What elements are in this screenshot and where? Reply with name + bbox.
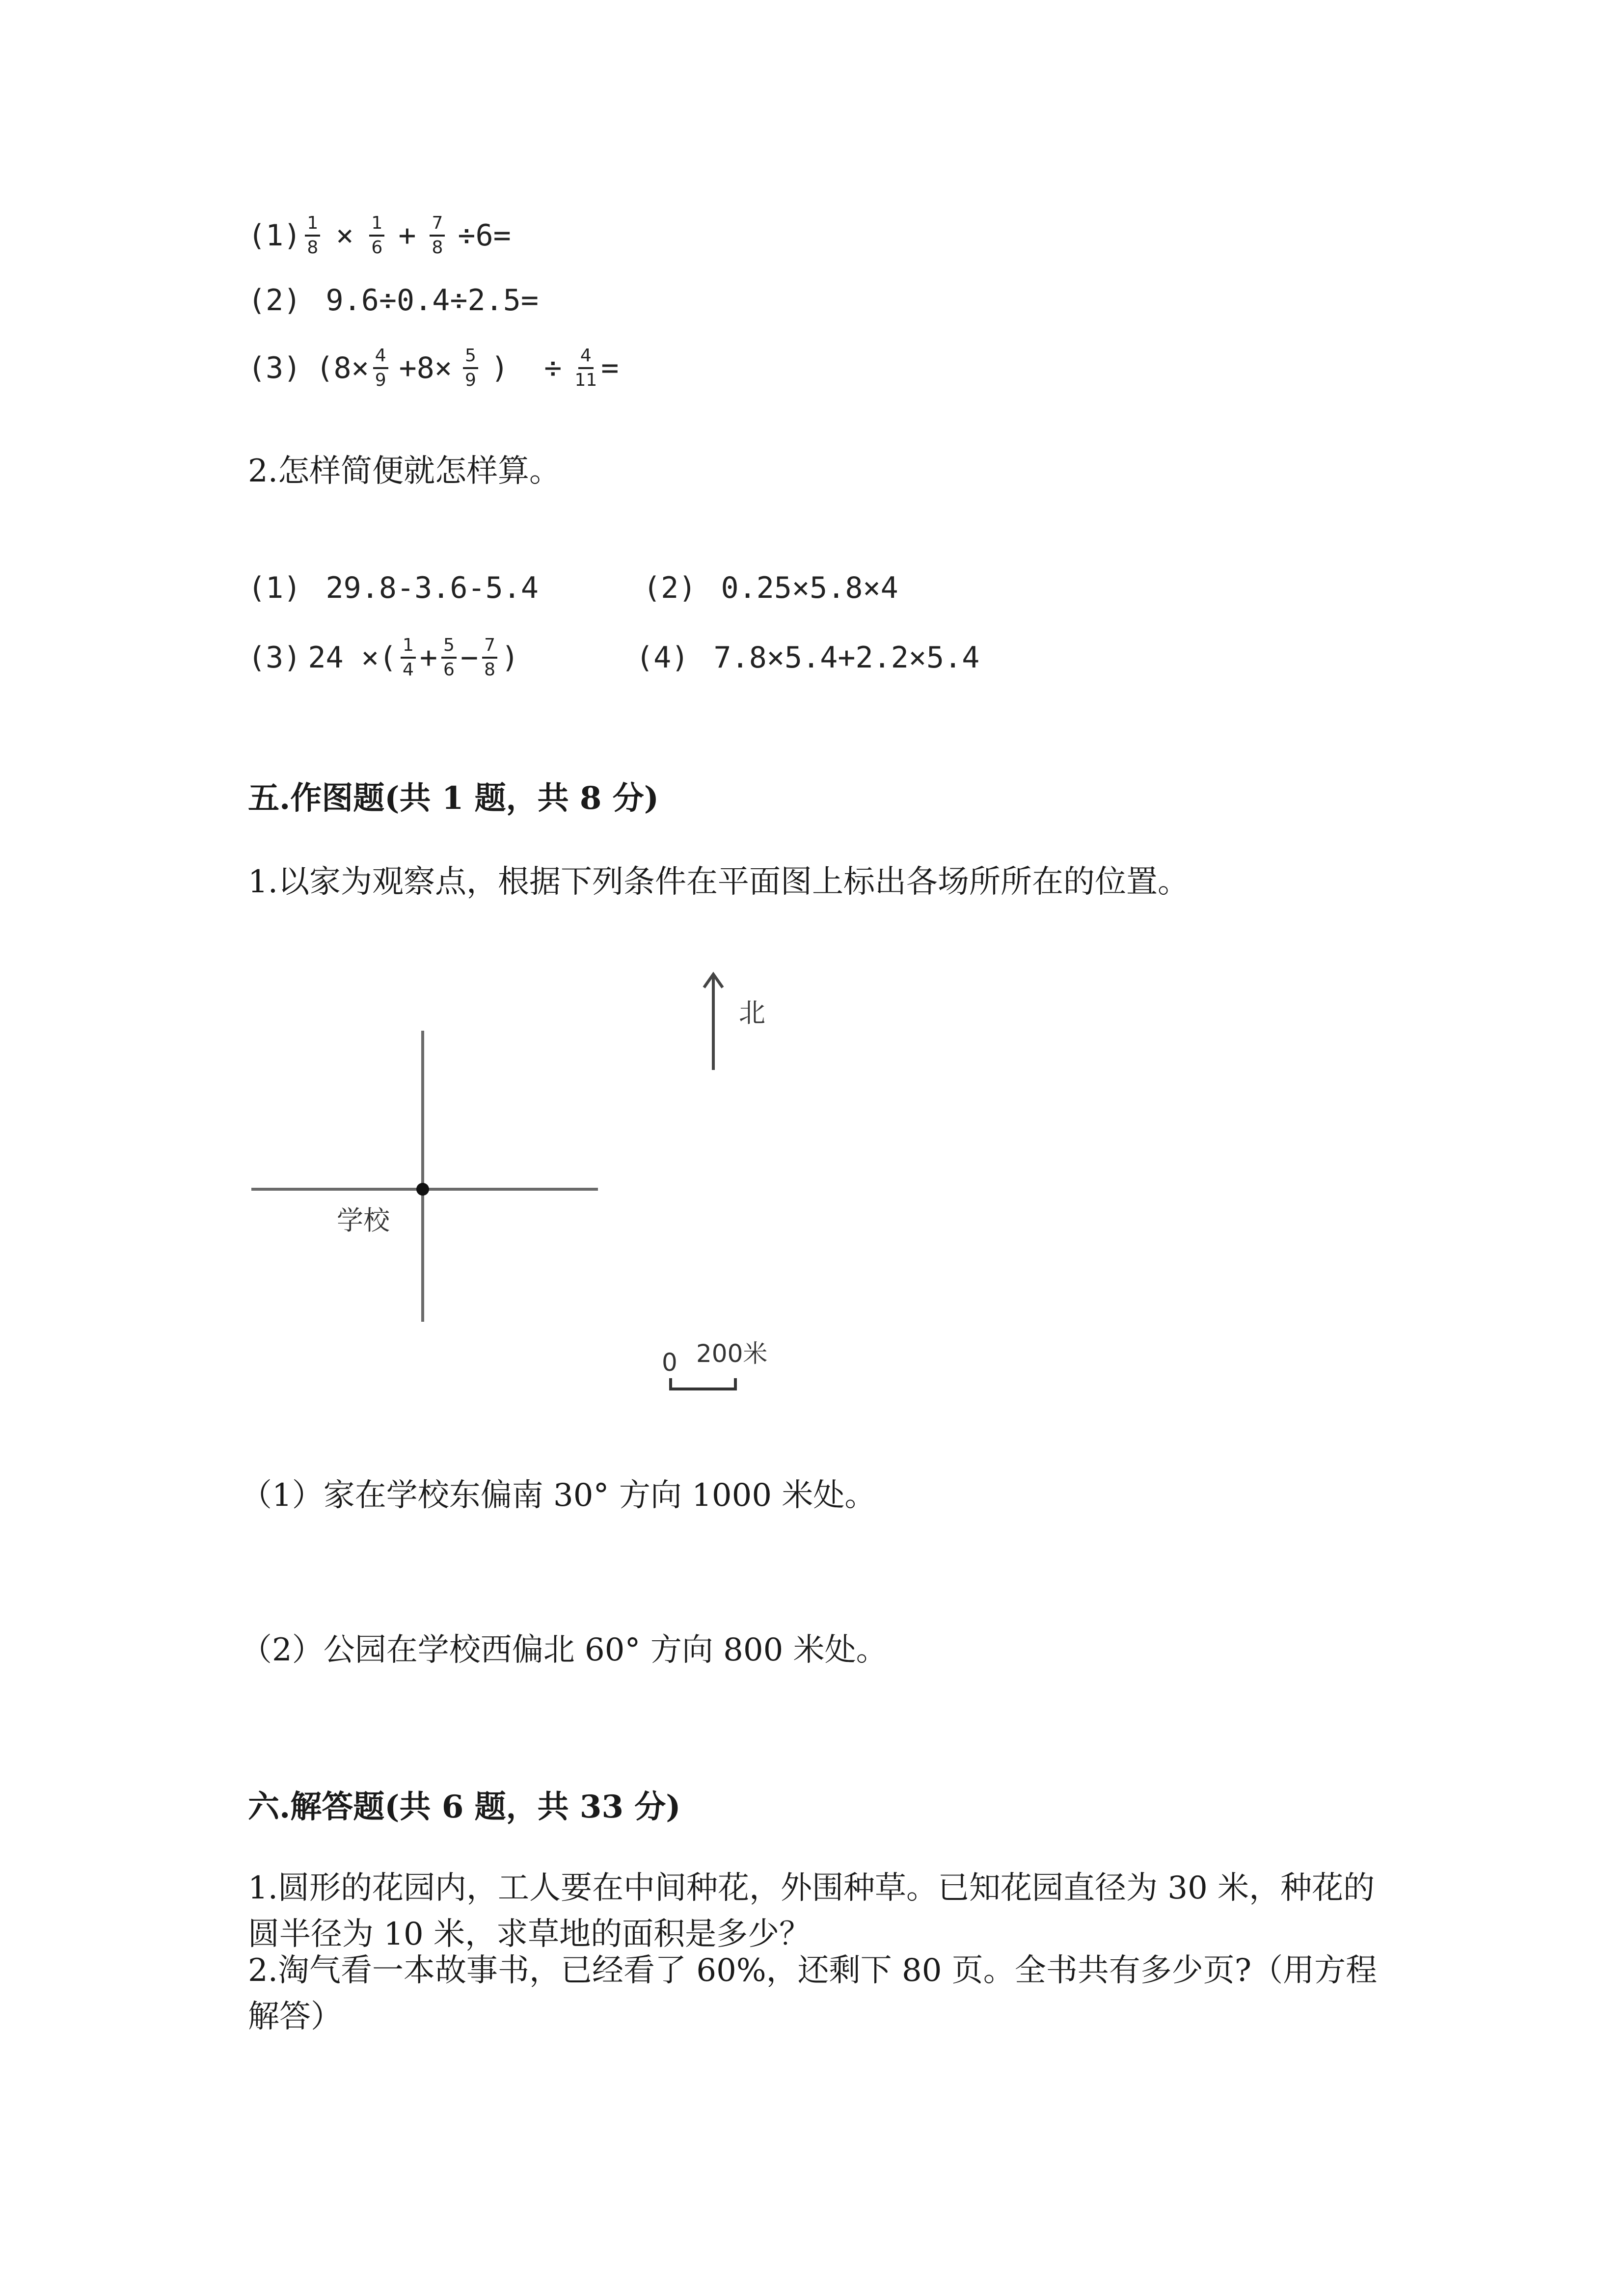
expression-close: ) ÷ [490, 351, 562, 385]
item-label: (2) [248, 283, 301, 318]
sub-question-1: （1）家在学校东偏南 30° 方向 1000 米处。 [241, 1477, 876, 1514]
item-label: (2) [643, 571, 697, 605]
simplify-q3 [248, 631, 519, 685]
fraction: $\frac{5}{6}$ [441, 636, 457, 679]
expression-open: 24 ×( [308, 641, 397, 675]
scale-bar [671, 1378, 735, 1389]
operator: × [336, 218, 354, 253]
item-label: (3) [248, 351, 301, 385]
expression-tail: ÷6= [458, 218, 511, 253]
operator: + [419, 641, 438, 675]
operator: − [460, 641, 479, 675]
expression: 7.8×5.4+2.2×5.4 [713, 641, 980, 675]
question-title: 2.怎样简便就怎样算。 [248, 453, 561, 489]
sub-question-2: （2）公园在学校西偏北 60° 方向 800 米处。 [241, 1632, 888, 1668]
item-label: (4) [636, 641, 689, 675]
simplify-q1 [248, 573, 539, 603]
north-label: 北 [739, 997, 765, 1028]
solve-question-1: 1.圆形的花园内，工人要在中间种花，外围种草。已知花园直径为 30 米，种花的圆半径为 10 米，求草地的面积是多少？ [248, 1870, 1375, 1952]
fraction: $\frac{1}{6}$ [369, 214, 384, 257]
calc-item-1 [248, 209, 511, 263]
question-text: 1.以家为观察点，根据下列条件在平面图上标出各场所所在的位置。 [248, 864, 1190, 900]
expression-close: ) [501, 641, 519, 675]
expression: 0.25×5.8×4 [721, 571, 898, 605]
item-label: (1) [248, 571, 301, 605]
fraction: $\frac{1}{8}$ [305, 214, 320, 257]
item-label: (1) [248, 218, 301, 253]
scale-zero: 0 [662, 1348, 677, 1377]
solve-question-2: 2.淘气看一本故事书，已经看了 60%，还剩下 80 页。全书共有多少页?（用方程解答） [248, 1952, 1378, 2035]
fraction: $\frac{7}{8}$ [482, 636, 497, 679]
expression: 9.6÷0.4÷2.5= [325, 283, 539, 318]
fraction: $\frac{1}{4}$ [401, 636, 416, 679]
section-heading-6: 六.解答题(共 6 题，共 33 分) [248, 1789, 681, 1825]
fraction: $\frac{4}{9}$ [373, 347, 388, 390]
section-heading-5: 五.作图题(共 1 题，共 8 分) [248, 780, 659, 817]
expression-open: (8× [316, 351, 369, 385]
expression-tail: = [601, 351, 619, 385]
simplify-q4 [636, 641, 980, 675]
expression-mid: +8× [399, 351, 453, 385]
calc-item-2 [248, 283, 539, 318]
item-label: (3) [248, 641, 301, 675]
fraction: $\frac{7}{8}$ [430, 214, 445, 257]
simplify-q2 [643, 573, 898, 603]
expression: 29.8-3.6-5.4 [325, 571, 539, 605]
scale-label: 200米 [696, 1339, 768, 1368]
fraction: $\frac{4}{11}$ [574, 346, 597, 390]
school-label: 学校 [337, 1205, 390, 1236]
calc-item-3 [248, 341, 619, 395]
direction-map [245, 962, 795, 1404]
fraction: $\frac{5}{9}$ [463, 347, 478, 390]
school-point [416, 1183, 429, 1196]
operator: + [398, 218, 416, 253]
